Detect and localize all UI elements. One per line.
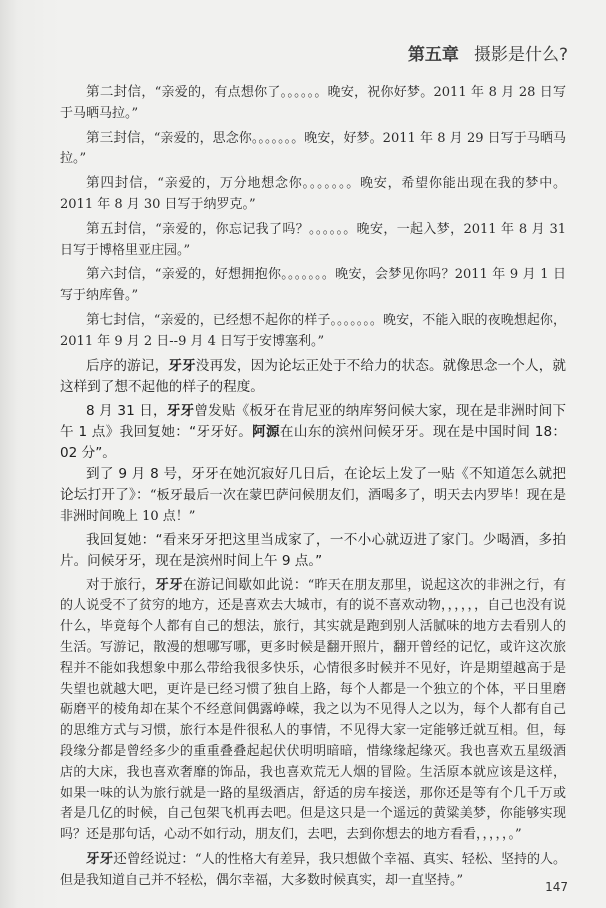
letter-text: ，“亲爱的，已经想不起你的样子。。。。。。。晚安，不能入眠的夜晚想起你，2011 年 9 月 2 日--9 月 4 日写于安博塞利。”: [60, 312, 566, 349]
chapter-label: 第五章: [407, 45, 459, 65]
paragraph-sep-8: [60, 464, 566, 527]
page-number: 147: [545, 880, 568, 894]
letter-lead: 第四封信: [86, 175, 144, 192]
letter-paragraph-5: [60, 219, 566, 262]
letter-paragraph-2: [60, 82, 566, 125]
text-run: 8 月 31 日，: [86, 402, 167, 419]
chapter-title: 摄影是什么?: [473, 45, 568, 65]
paragraph-no-more-posts: [60, 356, 566, 398]
paragraph-yaya-said: [60, 849, 566, 892]
letter-paragraph-7: [60, 310, 566, 353]
letter-lead: 第七封信: [86, 311, 141, 328]
letter-text: ，“亲爱的，有点想你了。。。。。。晚安，祝你好梦。2011 年 8 月 28 日写于马晒马拉。”: [60, 85, 566, 121]
letter-paragraph-4: [60, 173, 566, 216]
name-yaya: 牙牙: [155, 576, 183, 593]
paragraph-my-reply: 我回复她：“看来牙牙把这里当成家了，一不小心就迈进了家门。少喝酒，多拍片。问候牙牙，现在是滨州时间上午 9 点。”: [60, 531, 566, 569]
personality-quote: “人的性格大有差异，我只想做个幸福、真实、轻松、坚持的人。但是我知道自己并不轻松，偶尔幸福，大多数时候真实，却一直坚持。”: [60, 851, 567, 888]
name-yaya: 牙牙: [166, 402, 195, 419]
letter-text: ，“亲爱的，万分地想念你。。。。。。。晚安，希望你能出现在我的梦中。2011 年 8 月 30 日写于纳罗克。”: [60, 176, 566, 212]
text-run: 在山东的滨州问候牙牙。现在是中国时间 18：02 分”。: [60, 423, 567, 461]
travel-quote: “昨天在朋友那里，说起这次的非洲之行，有的人说受不了贫穷的地方，还是喜欢去大城市，有的说不喜欢动物，，，，，，自己也没有说什么，毕竟每个人都有自己的想法，旅行，其实就是跑到别人活腻味的地方去看别人的生活。写游记，散漫的想哪写哪，更多时候是翻开照片，翻开曾经的记忆，或许这次旅程并不能如我想象中那么带给我很多快乐，心情很多时候并不见好，许是期望越高于是失望也就越大吧，更许是已经习惯了独自上路，每个人都是一个独立的个体，平日里磨砺磨平的棱角却在某个不经意间偶露峥嵘，我之以为不见得人之以为，每个人都有自己的思维方式与习惯，旅行本是件很私人的事情，不见得大家一定能够迁就互相。但，每段缘分都是曾经多少的重重叠叠起起伏伏明明暗暗，惜缘缘起缘灭。我也喜欢五星级酒店的大床，我也喜欢奢靡的饰品，我也喜欢荒无人烟的冒险。生活原本就应该是这样，如果一味的认为旅行就是一路的星级酒店，舒适的房车接送，那你还是等有个几千万或者是几亿的时候，自己包架飞机再去吧。但是这只是一个遥远的黄粱美梦，你能够实现吗？还是那句话，心动不如行动，朋友们，去吧，去到你想去的地方看看，，，，，。”: [60, 577, 567, 843]
letter-paragraph-6: [60, 264, 566, 307]
quoted-post: “板牙最后一次在蒙巴萨问候朋友们，酒喝多了，明天去内罗毕！现在是非洲时间晚上 10 点！”: [60, 487, 566, 524]
text-run: 曾发贴《板牙在肯尼亚的纳库努问候大家，现在是非洲时间下午 1 点》我回复她：“牙牙好。: [60, 402, 566, 440]
text-run: 后序的游记，: [86, 357, 169, 374]
paragraph-aug-31: [60, 401, 566, 464]
name-yaya: 牙牙: [86, 850, 114, 867]
text-run: 还曾经说过：: [113, 850, 195, 867]
text-run: 对于旅行，: [86, 576, 156, 593]
name-yaya: 牙牙: [168, 357, 196, 374]
text-run: 在游记间歇如此说：: [182, 576, 308, 593]
letter-lead: 第三封信: [86, 129, 141, 146]
letter-lead: 第二封信: [86, 84, 142, 100]
text-run: 到了 9 月 8 号，牙牙在她沉寂好几日后，在论坛上发了一贴《不知道怎么就把论坛打开了》：: [60, 465, 566, 503]
letter-text: ，“亲爱的，思念你。。。。。。。晚安，好梦。2011 年 8 月 29 日写于马晒马拉。”: [60, 130, 566, 167]
page-body: [60, 82, 566, 892]
paragraph-on-travel: [60, 575, 566, 846]
text-run: 没再发，因为论坛正处于不给力的状态。就像思念一个人，就这样到了想不起他的样子的程度。: [60, 357, 567, 395]
letter-text: ，“亲爱的，好想拥抱你。。。。。。。晚安，会梦见你吗？2011 年 9 月 1 日写于纳库鲁。”: [60, 267, 566, 304]
letter-text: ，“亲爱的，你忘记我了吗？。。。。。。晚安，一起入梦，2011 年 8 月 31 日写于博格里亚庄园。”: [60, 221, 567, 258]
letter-paragraph-3: [60, 128, 566, 171]
name-ayuan: 阿源: [252, 423, 280, 440]
letter-lead: 第六封信: [86, 266, 142, 283]
letter-lead: 第五封信: [86, 220, 142, 237]
running-header: [408, 40, 568, 65]
